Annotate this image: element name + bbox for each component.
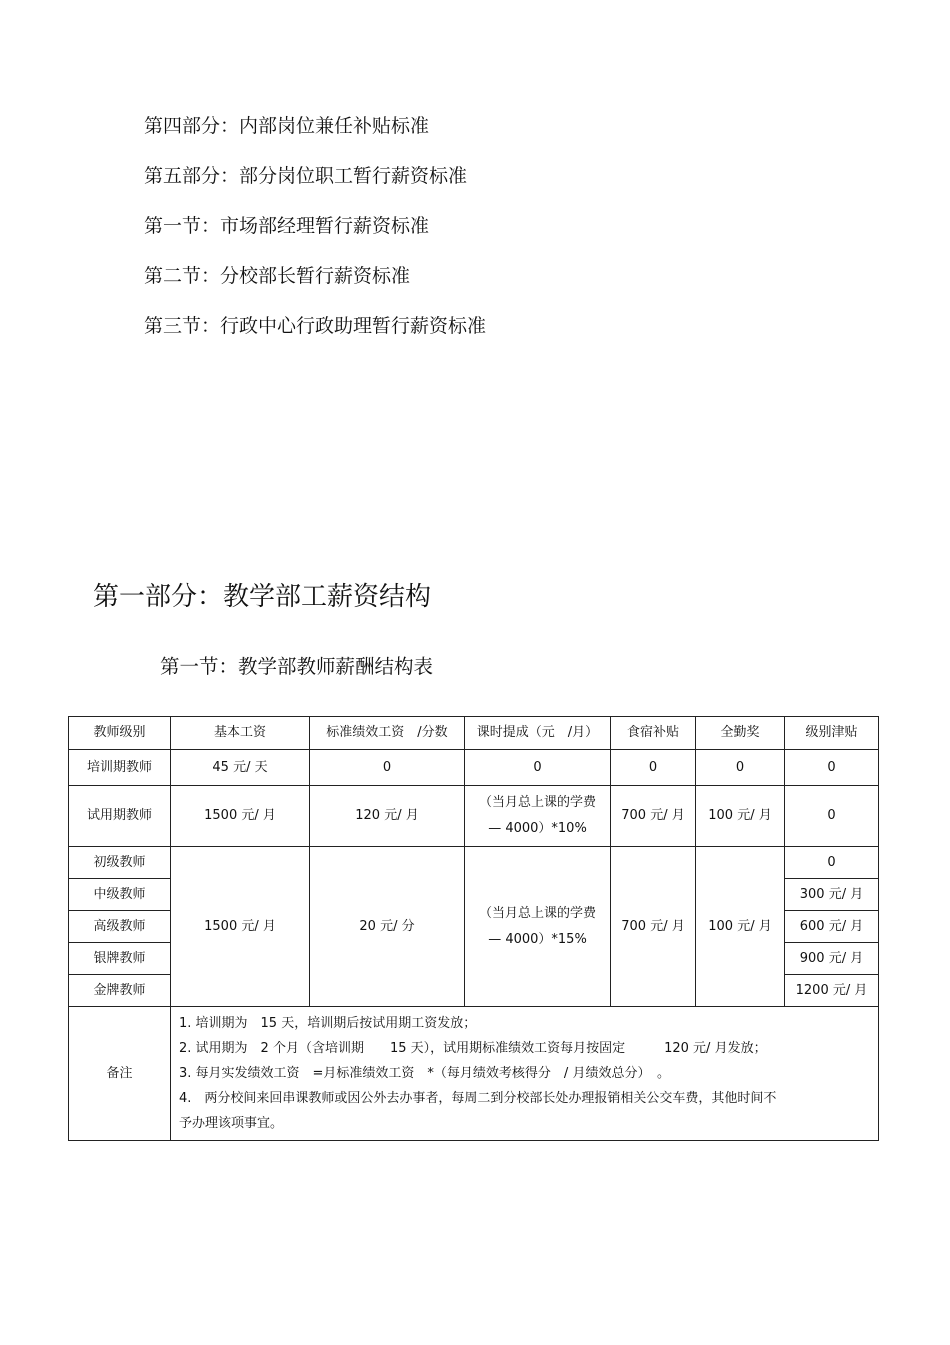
performance-cell: 0 (310, 750, 465, 786)
level-cell: 高级教师 (69, 911, 171, 943)
housing-cell: 700 元/ 月 (611, 847, 696, 1007)
toc-item-section2: 第二节：分校部长暂行薪资标准 (144, 265, 411, 287)
header-cell: 食宿补贴 (611, 717, 696, 750)
part-title: 第一部分：教学部工薪资结构 (93, 582, 432, 612)
allowance-cell: 1200 元/ 月 (785, 975, 879, 1007)
note-item: 2. 试用期为 2 个月（含培训期 15 天），试用期标准绩效工资每月按固定 120 元/ 月发放； (179, 1041, 767, 1056)
housing-cell: 700 元/ 月 (611, 786, 696, 847)
attendance-cell: 100 元/ 月 (696, 786, 785, 847)
toc-item-part4: 第四部分：内部岗位兼任补贴标准 (144, 115, 430, 137)
performance-cell: 20 元/ 分 (310, 847, 465, 1007)
header-cell: 标准绩效工资 /分数 (310, 717, 465, 750)
commission-cell: （当月总上课的学费— 4000）*10% (465, 786, 611, 847)
table-of-contents (144, 108, 486, 358)
commission-cell: （当月总上课的学费— 4000）*15% (465, 847, 611, 1007)
attendance-cell: 100 元/ 月 (696, 847, 785, 1007)
performance-cell: 120 元/ 月 (310, 786, 465, 847)
note-item: 4. 两分校间来回串课教师或因公外去办事者，每周二到分校部长处办理报销相关公交车费，其他时间不予办理该项事宜。 (179, 1091, 777, 1131)
toc-item-part5: 第五部分：部分岗位职工暂行薪资标准 (144, 165, 468, 187)
header-cell: 教师级别 (69, 717, 171, 750)
base-salary-cell: 45 元/ 天 (171, 750, 310, 786)
allowance-cell: 600 元/ 月 (785, 911, 879, 943)
level-cell: 中级教师 (69, 879, 171, 911)
table-row-trial (69, 786, 879, 847)
allowance-cell: 0 (785, 786, 879, 847)
housing-cell: 0 (611, 750, 696, 786)
notes-cell (171, 1007, 879, 1141)
allowance-cell: 900 元/ 月 (785, 943, 879, 975)
attendance-cell: 0 (696, 750, 785, 786)
table-header-row (69, 717, 879, 750)
note-item: 3. 每月实发绩效工资 =月标准绩效工资 *（每月绩效考核得分 / 月绩效总分） 。 (179, 1066, 670, 1081)
base-salary-cell: 1500 元/ 月 (171, 786, 310, 847)
toc-item-section1: 第一节：市场部经理暂行薪资标准 (144, 215, 430, 237)
notes-label: 备注 (69, 1007, 171, 1141)
header-cell: 课时提成（元 /月） (465, 717, 611, 750)
table-row-notes (69, 1007, 879, 1141)
toc-item-section3: 第三节：行政中心行政助理暂行薪资标准 (144, 315, 487, 337)
header-cell: 基本工资 (171, 717, 310, 750)
salary-structure-table (68, 716, 879, 1141)
level-cell: 培训期教师 (69, 750, 171, 786)
level-cell: 银牌教师 (69, 943, 171, 975)
allowance-cell: 0 (785, 750, 879, 786)
base-salary-cell: 1500 元/ 月 (171, 847, 310, 1007)
note-item: 1. 培训期为 15 天，培训期后按试用期工资发放； (179, 1016, 477, 1031)
commission-cell: 0 (465, 750, 611, 786)
allowance-cell: 0 (785, 847, 879, 879)
level-cell: 初级教师 (69, 847, 171, 879)
table-row-junior (69, 847, 879, 879)
table-row-trainee (69, 750, 879, 786)
section-title: 第一节：教学部教师薪酬结构表 (160, 655, 434, 678)
header-cell: 级别津贴 (785, 717, 879, 750)
allowance-cell: 300 元/ 月 (785, 879, 879, 911)
level-cell: 试用期教师 (69, 786, 171, 847)
header-cell: 全勤奖 (696, 717, 785, 750)
level-cell: 金牌教师 (69, 975, 171, 1007)
